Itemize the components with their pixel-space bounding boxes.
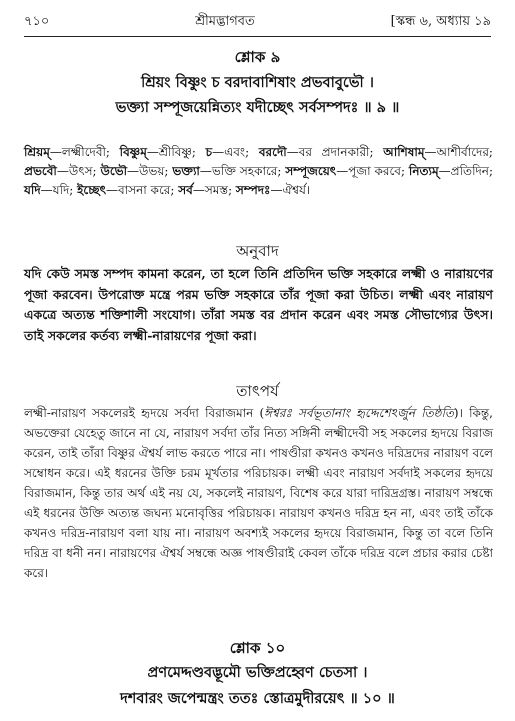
page-header <box>24 12 491 34</box>
synonym-term: ভক্ত্যা <box>172 164 200 178</box>
synonym-meaning: —আশীর্বাদের; <box>424 145 493 159</box>
synonym-meaning: —বাসনা করে; <box>106 183 179 197</box>
synonym-meaning: —বর প্রদানকারী; <box>286 145 384 159</box>
synonym-term: বিষ্ণুম্ <box>119 145 147 159</box>
synonym-meaning: —ভক্তি সহকারে; <box>199 164 286 178</box>
translation-text: যদি কেউ সমস্ত সম্পদ কামনা করেন, তা হলে তিনি প্রতিদিন ভক্তি সহকারে লক্ষ্মী ও নারায়ণের পূজা করবেন। উপরোক্ত মন্ত্রে পরম ভক্তি সহকারে তাঁর পূজা করা উচিত। লক্ষ্মী এবং নারায়ণ একত্রে অত্যন্ত শক্তিশালী সংযোগ। তাঁরা সমস্ত বর প্রদান করেন এবং সমস্ত সৌভাগ্যের উৎস। তাই সকলের কর্তব্য লক্ষ্মী-নারায়ণের পূজা করা। <box>24 266 493 343</box>
synonym-term: উভৌ <box>100 164 128 178</box>
verse-9-line-2: ভক্ত্যা সম্পূজয়েন্নিত্যং যদীচ্ছেৎ সর্বসম্পদঃ ॥ ৯ ॥ <box>115 99 400 116</box>
synonym-meaning: —যদি; <box>40 183 78 197</box>
purport-intro: লক্ষ্মী-নারায়ণ সকলেরই হৃদয়ে সর্বদা বিরাজমান ( <box>24 406 265 420</box>
verse-10-heading: শ্লোক ১০ <box>229 639 286 657</box>
chapter-reference: [স্কন্ধ ৬, অধ্যায় ১৯ <box>390 14 491 29</box>
synonym-meaning: —ঐশ্বর্য। <box>270 183 311 197</box>
synonym-term: সর্ব <box>178 183 193 197</box>
purport-text <box>24 403 493 583</box>
synonym-term: নিত্যম্ <box>408 164 439 178</box>
synonym-meaning: —প্রতিদিন; <box>438 164 494 178</box>
purport-quote: ঈশ্বরঃ সর্বভূতানাং হৃদ্দেশেঽর্জুন তিষ্ঠতি <box>264 406 454 420</box>
verse-9-heading: শ্লোক ৯ <box>234 48 281 66</box>
synonym-meaning: —পূজা করবে; <box>336 164 409 178</box>
translation-heading: অনুবাদ <box>236 242 279 260</box>
synonym-term: প্রভবৌ <box>24 164 57 178</box>
synonym-meaning: —সমস্ত; <box>192 183 236 197</box>
synonym-term: আশিষাম্ <box>383 145 425 159</box>
synonym-meaning: —উৎস; <box>56 164 101 178</box>
verse-10-line-1: প্রণমেদ্দণ্ডবদ্ভূমৌ ভক্তিপ্রহ্বেণ চেতসা । <box>147 664 368 681</box>
synonym-term: বরদৌ <box>258 145 287 159</box>
purport-heading: তাৎপর্য <box>236 382 279 400</box>
synonym-meaning: —এবং; <box>212 145 259 159</box>
synonym-term: চ <box>205 145 213 159</box>
synonym-term: সম্পদঃ <box>235 183 271 197</box>
purport-body: )। কিন্তু, অভক্তেরা যেহেতু জানে না যে, নারায়ণ সর্বদা তাঁর নিত্য সঙ্গিনী লক্ষ্মীদেবী সহ সকলের হৃদয়ে বিরাজ করেন, তাই তাঁরা বিষ্ণুর ঐশ্বর্য লাভ করতে পারে না। পাষণ্ডীরা কখনও কখনও দরিদ্রদের নারায়ণ বলে সম্বোধন করে। এই ধরনের উক্তি চরম মূর্খতার পরিচায়ক। লক্ষ্মী এবং নারায়ণ সর্বদাই সকলের হৃদয়ে বিরাজমান, কিন্তু তার অর্থ এই নয় যে, সকলেই নারায়ণ, বিশেষ করে যারা দারিদ্রগ্রস্ত। নারায়ণ সম্বন্ধে এই ধরনের উক্তি অত্যন্ত জঘন্য মনোবৃত্তির পরিচায়ক। নারায়ণ কখনও দরিদ্র হন না, এবং তাই তাঁকে কখনও দরিদ্র-নারায়ণ বলা যায় না। নারায়ণ অবশ্যই সকলের হৃদয়ে বিরাজমান, কিন্তু তা বলে তিনি দরিদ্র বা ধনী নন। নারায়ণের ঐশ্বর্য সম্বন্ধে অজ্ঞ পাষণ্ডীরাই কেবল তাঁকে দরিদ্র বলে প্রচার করার চেষ্টা করে। <box>24 406 493 580</box>
synonym-meaning: —লক্ষ্মীদেবী; <box>49 145 120 159</box>
synonym-term: যদি <box>24 183 41 197</box>
verse-10-line-2: দশবারং জপেন্মন্ত্রং ততঃ স্তোত্রমুদীরয়েৎ ॥ ১০ ॥ <box>120 690 395 707</box>
synonyms-paragraph <box>24 143 493 200</box>
synonym-term: সম্পূজয়েৎ <box>285 164 337 178</box>
synonym-term: ইচ্ছেৎ <box>77 183 107 197</box>
synonym-meaning: —শ্রীবিষ্ণু; <box>146 145 206 159</box>
synonym-term: শ্রিয়ম্ <box>24 145 50 159</box>
header-rule <box>24 36 491 37</box>
verse-9-line-1: শ্রিয়ং বিষ্ণুং চ বরদাবাশিষাং প্রভবাবুভৌ । <box>141 74 374 91</box>
page-number: ৭১০ <box>24 14 50 29</box>
synonym-meaning: —উভয়; <box>127 164 173 178</box>
book-title: শ্রীমদ্ভাগবত <box>195 14 255 29</box>
